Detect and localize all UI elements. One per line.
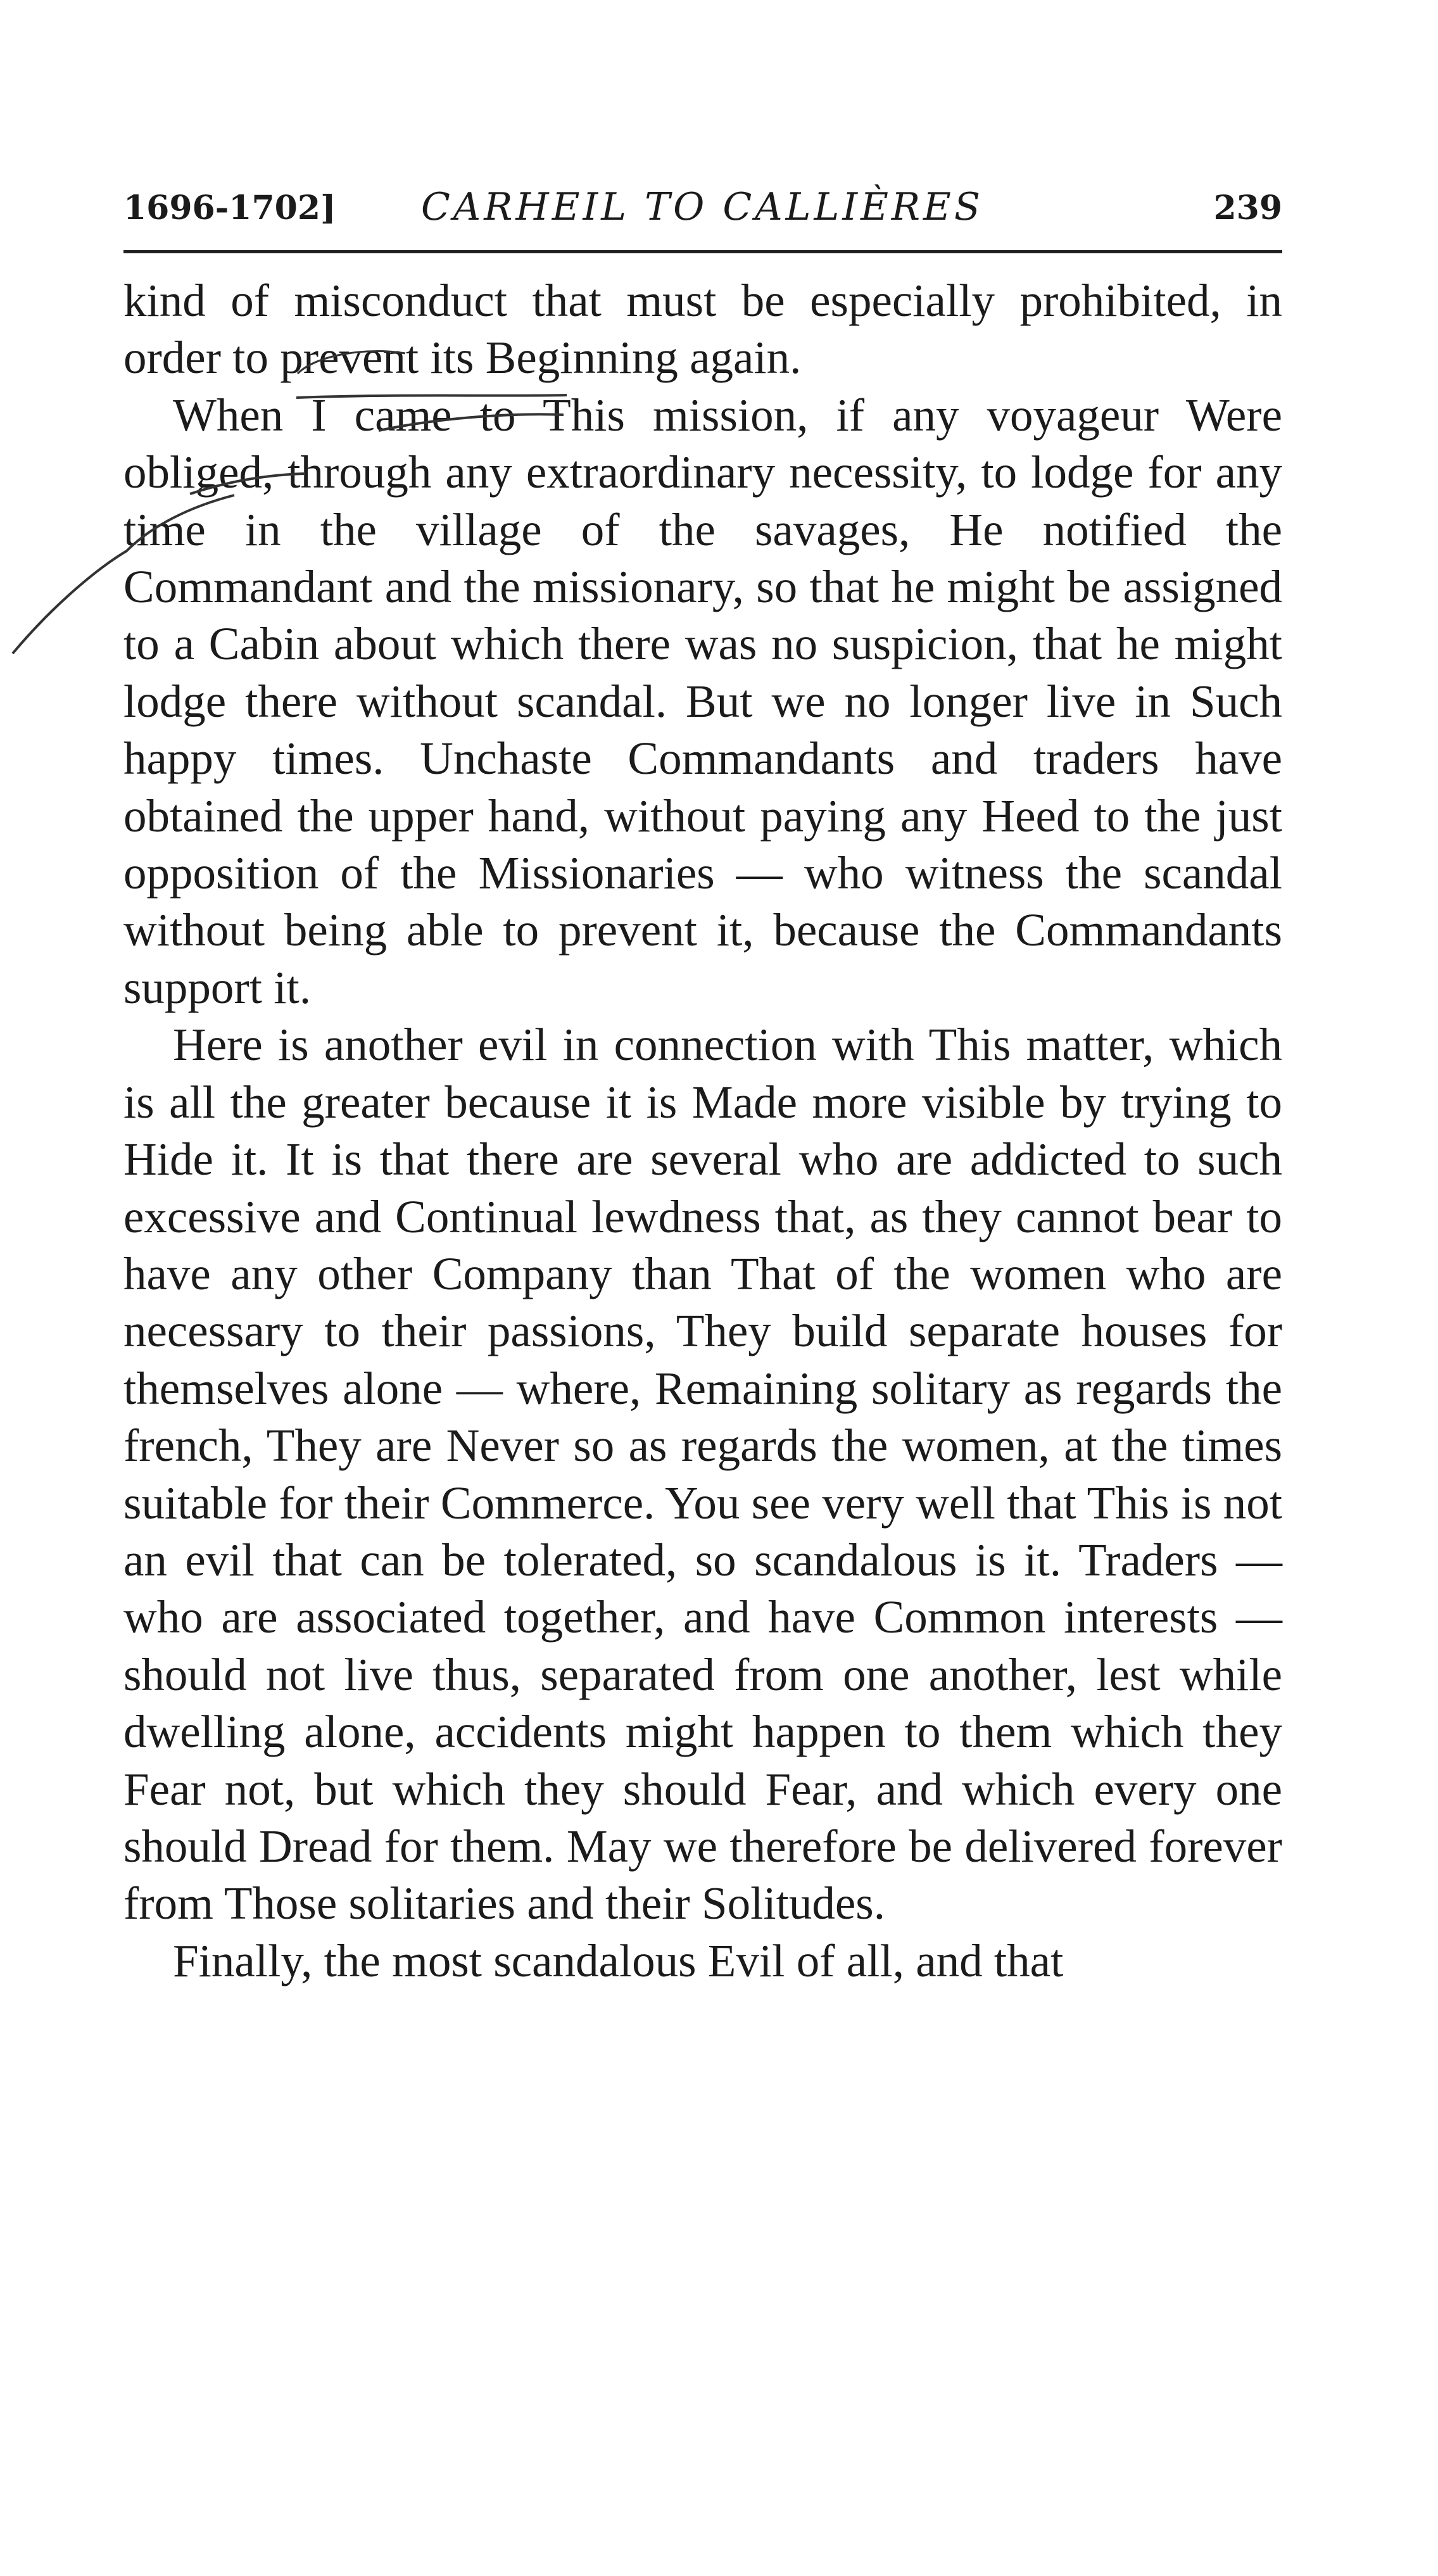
running-header bbox=[123, 184, 1282, 241]
header-rule bbox=[123, 250, 1282, 253]
paragraph-continuation: kind of misconduct that must be especially prohibited, in order to prevent its Beginning again. bbox=[123, 275, 1282, 384]
page-number: 239 bbox=[1213, 189, 1282, 227]
paragraph-finally: Finally, the most scandalous Evil of all, and that bbox=[173, 1935, 1064, 1986]
header-running-title: CARHEIL TO CALLIÈRES bbox=[421, 185, 983, 229]
paragraph-when-i-came: When I came to This mission, if any voyageur Were obliged, through any extraordinary necessity, to lodge for any time in the village of the savages, He notified the Commandant and the missionary, so that he might be assigned to a Cabin about which there was no suspicion, that he might lodge there without scandal. But we no longer live in Such happy times. Unchaste Commandants and traders have obtained the upper hand, without paying any Heed to the just opposition of the Missionaries — who witness the scandal without being able to prevent it, because the Commandants support it. bbox=[123, 389, 1282, 1013]
paragraph-another-evil: Here is another evil in connection with This matter, which is all the greater because it is Made more visible by trying to Hide it. It is that there are several who are addicted to such excessive and Continual lewdness that, as they cannot bear to have any other Company than That of the women who are necessary to their passions, They build separate houses for themselves alone — where, Remaining solitary as regards the french, They are Never so as regards the women, at the times suitable for their Commerce. You see very well that This is not an evil that can be tolerated, so scandalous is it. Traders — who are associated together, and have Common interests — should not live thus, separated from one another, lest while dwelling alone, accidents might happen to them which they Fear not, but which they should Fear, and which every one should Dread for them. May we therefore be delivered forever from Those solitaries and their Solitudes. bbox=[123, 1019, 1282, 1929]
body-text bbox=[123, 272, 1282, 1990]
header-date-range: 1696-1702] bbox=[123, 189, 336, 227]
